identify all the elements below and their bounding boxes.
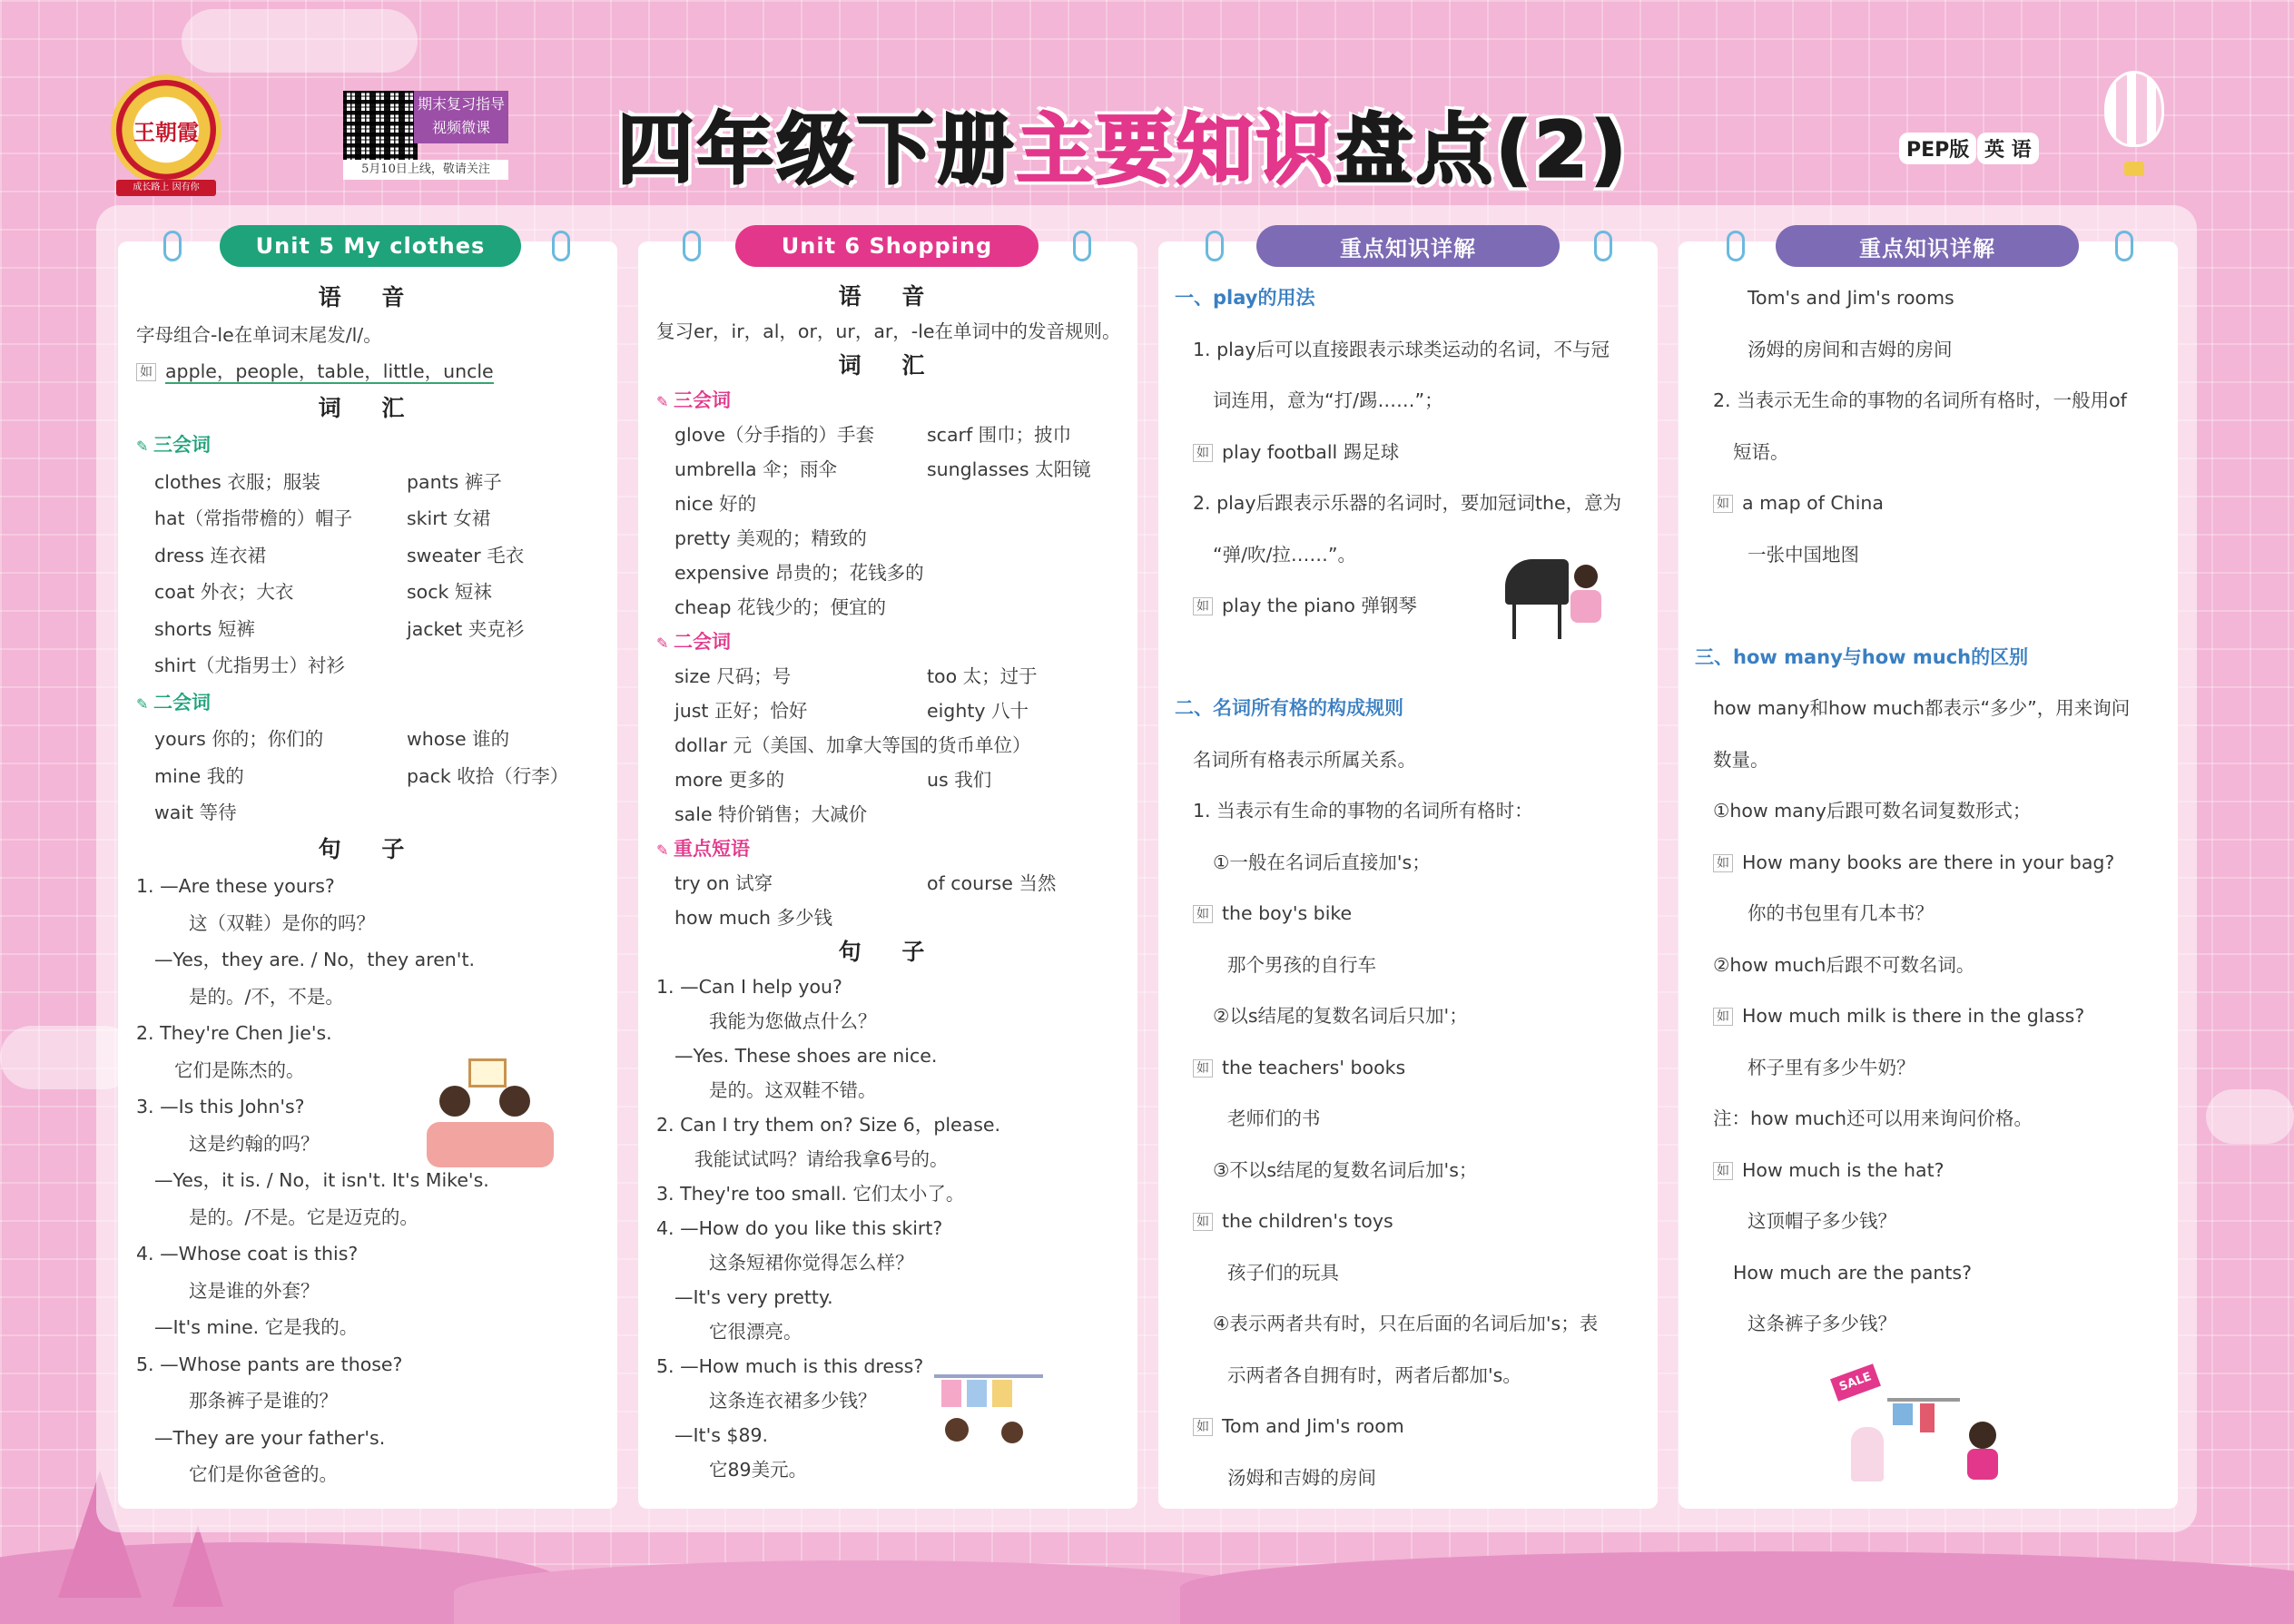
translation-line: 汤姆和吉姆的房间 <box>1227 1466 1376 1489</box>
vocab-row <box>656 452 1123 487</box>
text-line: how many和how much都表示“多少”，用来询问 <box>1713 697 2131 719</box>
text-line: ②以s结尾的复数名词后只加'； <box>1213 1005 1468 1027</box>
text-line: 4. —How do you like this skirt? <box>656 1217 943 1239</box>
text-line: 这是约翰的吗？ <box>189 1132 320 1155</box>
text-line: 3. —Is this John's? <box>136 1096 305 1117</box>
text-line: 数量。 <box>1713 748 1769 771</box>
vocab-row <box>136 611 603 648</box>
vocab-row <box>136 758 603 795</box>
ring-icon <box>552 231 570 261</box>
sale-sign: SALE <box>1830 1363 1881 1402</box>
text-line: 是的。/不，不是。 <box>189 985 344 1008</box>
text-line: 名词所有格表示所属关系。 <box>1193 748 1416 771</box>
text-line: 1. 当表示有生命的事物的名词所有格时： <box>1193 800 1533 822</box>
vocab-row <box>656 866 1123 901</box>
section-heading: 句 子 <box>838 939 941 965</box>
text-line: 我能为您做点什么？ <box>709 1010 877 1032</box>
example-text: the boy's bike <box>1222 902 1353 924</box>
balloon-basket-icon <box>2124 162 2144 176</box>
example-text: Tom and Jim's room <box>1222 1415 1404 1437</box>
section-heading: 词 汇 <box>838 352 941 379</box>
section-heading: 句 子 <box>318 835 421 862</box>
text-line: 它89美元。 <box>709 1459 808 1481</box>
unit6-content <box>656 280 1123 1487</box>
section-heading: 语 音 <box>318 284 421 310</box>
vocab-row <box>136 500 603 537</box>
example-mark-icon: 如 <box>1193 1418 1213 1436</box>
ring-icon <box>1206 231 1224 261</box>
vocab-item: clothes 衣服；服装 <box>154 470 320 493</box>
vocab-item: sweater 毛衣 <box>407 544 525 566</box>
example-text: a map of China <box>1742 492 1884 514</box>
page-title: 四年级下册主要知识盘点(2) <box>617 105 1630 194</box>
ring-icon <box>2115 231 2133 261</box>
text-line: 示两者各自拥有时，两者后都加's。 <box>1227 1363 1521 1386</box>
subject-badge: 英 语 <box>1977 133 2039 164</box>
vocab-item: us 我们 <box>927 769 992 791</box>
vocab-item: more 更多的 <box>674 769 785 791</box>
vocab-item: pants 裤子 <box>407 470 502 493</box>
text-line: ④表示两者共有时，只在后面的名词后加's；表 <box>1213 1313 1599 1334</box>
header-unit6: Unit 6 Shopping <box>735 225 1039 267</box>
cloud-top <box>182 9 418 73</box>
text-line: 这（双鞋）是你的吗？ <box>189 911 375 934</box>
text-line: cheap 花钱少的；便宜的 <box>674 596 886 618</box>
text-line: how much 多少钱 <box>674 907 833 929</box>
example-line <box>1695 837 2163 889</box>
header-detail-1: 重点知识详解 <box>1256 225 1560 267</box>
text-line: 2. 当表示无生命的事物的名词所有格时，一般用of <box>1713 389 2127 411</box>
example-mark-icon: 如 <box>1713 1162 1733 1180</box>
vocab-row <box>136 537 603 575</box>
vocab-item: try on 试穿 <box>674 872 773 894</box>
translation-line: 汤姆的房间和吉姆的房间 <box>1748 338 1953 360</box>
text-line: 4. —Whose coat is this? <box>136 1243 359 1265</box>
text-line: 5. —Whose pants are those? <box>136 1353 403 1375</box>
category-label: ✎ 重点短语 <box>656 832 1123 866</box>
vocab-item: hat（常指带檐的）帽子 <box>154 507 353 529</box>
example-mark-icon: 如 <box>1193 597 1213 615</box>
example-line <box>1175 427 1643 478</box>
translation-line: 你的书包里有几本书？ <box>1748 902 1934 924</box>
translation-line: 杯子里有多少牛奶？ <box>1748 1056 1915 1078</box>
vocab-item: dress 连衣裙 <box>154 544 266 566</box>
vocab-item: just 正好；恰好 <box>674 700 808 722</box>
category-label: ✎ 二会词 <box>656 625 1123 659</box>
text-line: wait 等待 <box>154 802 237 823</box>
text-line: —Yes，it is. / No，it isn't. It's Mike's. <box>154 1169 489 1191</box>
sale-shop-illustration <box>1833 1371 2014 1489</box>
vocab-item: sunglasses 太阳镜 <box>927 458 1091 480</box>
vocab-item: jacket 夹克衫 <box>407 617 525 640</box>
ring-icon <box>683 231 701 261</box>
example-line <box>1175 1401 1643 1452</box>
example-line <box>1175 888 1643 940</box>
panel-unit6 <box>638 241 1137 1509</box>
brand-slogan: 成长路上 因有你 <box>116 180 216 196</box>
text-line: ①how many后跟可数名词复数形式； <box>1713 800 2032 822</box>
vocab-row <box>656 694 1123 728</box>
vocab-item: coat 外衣；大衣 <box>154 581 294 603</box>
text-line: ②how much后跟不可数名词。 <box>1713 953 1975 976</box>
vocab-item: of course 当然 <box>927 872 1057 894</box>
text-line: How much are the pants? <box>1733 1261 1972 1284</box>
text-line: —It's very pretty. <box>674 1286 833 1308</box>
text-line: ③不以s结尾的复数名词后加's； <box>1213 1158 1478 1181</box>
category-label: ✎ 三会词 <box>136 427 603 464</box>
ring-icon <box>1594 231 1612 261</box>
example-text: the teachers' books <box>1222 1056 1406 1078</box>
text-line: nice 好的 <box>674 493 757 515</box>
text-line: 2. They're Chen Jie's. <box>136 1022 332 1044</box>
header-unit5: Unit 5 My clothes <box>220 225 521 267</box>
edition-badge: PEP版 <box>1899 133 1976 164</box>
vocab-row <box>656 763 1123 797</box>
text-line: 这是谁的外套？ <box>189 1279 320 1302</box>
brand-logo: 王朝霞 <box>111 74 222 185</box>
vocab-item: shorts 短裤 <box>154 617 255 640</box>
vocab-item: eighty 八十 <box>927 700 1029 722</box>
text-line: Tom's and Jim's rooms <box>1748 287 1954 309</box>
qr-code-icon[interactable] <box>343 91 418 165</box>
example-line <box>1695 990 2163 1042</box>
text-line: —Yes，they are. / No，they aren't. <box>154 949 475 970</box>
vocab-item: too 太；过于 <box>927 665 1038 687</box>
topic-heading: 三、how many与how much的区别 <box>1695 645 2029 668</box>
tree-icon <box>172 1525 223 1607</box>
text-line: shirt（尤指男士）衬衫 <box>154 655 345 676</box>
qr-caption: 期末复习指导视频微课 <box>414 91 508 143</box>
text-line: 3. They're too small. 它们太小了。 <box>656 1183 965 1205</box>
shop-illustration <box>934 1367 1052 1467</box>
text-line: 1. play后可以直接跟表示球类运动的名词，不与冠 <box>1193 338 1610 360</box>
qr-note: 5月10日上线，敬请关注 <box>343 160 508 180</box>
category-label: ✎ 三会词 <box>656 383 1123 418</box>
ring-icon <box>1727 231 1745 261</box>
topic-heading: 一、play的用法 <box>1175 287 1315 309</box>
example-line <box>1175 1042 1643 1094</box>
example-line <box>1175 1196 1643 1247</box>
text-line: 注：how much还可以用来询问价格。 <box>1713 1107 2033 1129</box>
topic-heading: 二、名词所有格的构成规则 <box>1175 697 1403 719</box>
section-heading: 词 汇 <box>318 394 421 421</box>
example-line <box>1695 477 2163 529</box>
kids-sofa-illustration <box>418 1058 554 1167</box>
piano-illustration <box>1505 550 1614 650</box>
hill-3 <box>1180 1551 2294 1624</box>
text-line: 1. —Can I help you? <box>656 976 842 998</box>
translation-line: 孩子们的玩具 <box>1227 1261 1339 1284</box>
text-line: —It's mine. 它是我的。 <box>154 1316 359 1338</box>
vocab-item: umbrella 伞；雨伞 <box>674 458 838 480</box>
text-line: pretty 美观的；精致的 <box>674 527 867 549</box>
detail-1-content <box>1175 272 1643 1503</box>
text-line: 它们是陈杰的。 <box>174 1058 305 1081</box>
panel-detail-2 <box>1679 241 2178 1509</box>
example-mark-icon: 如 <box>136 363 156 381</box>
hill-2 <box>454 1560 1271 1624</box>
text-line: 2. Can I try them on? Size 6，please. <box>656 1114 1001 1136</box>
vocab-item: mine 我的 <box>154 764 244 787</box>
text-line: sale 特价销售；大减价 <box>674 803 868 825</box>
text-line: 这条连衣裙多少钱？ <box>709 1390 877 1412</box>
vocab-row <box>656 418 1123 452</box>
translation-line: 这顶帽子多少钱？ <box>1748 1210 1896 1232</box>
translation-line: 那个男孩的自行车 <box>1227 953 1376 976</box>
example-mark-icon: 如 <box>1193 444 1213 462</box>
text-line: 短语。 <box>1733 440 1789 463</box>
vocab-item: pack 收拾（行李） <box>407 764 569 787</box>
translation-line: 老师们的书 <box>1227 1107 1321 1129</box>
ring-icon <box>163 231 182 261</box>
text-line: 它很漂亮。 <box>709 1321 802 1343</box>
vocab-row <box>136 721 603 758</box>
example-text: the children's toys <box>1222 1210 1393 1232</box>
text-line: —It's $89. <box>674 1424 769 1446</box>
section-heading: 语 音 <box>838 283 941 310</box>
vocab-item: skirt 女裙 <box>407 507 491 529</box>
vocab-row <box>136 574 603 611</box>
text-line: ①一般在名词后直接加's； <box>1213 851 1431 873</box>
text-line: 我能试试吗？请给我拿6号的。 <box>694 1148 949 1170</box>
header-detail-2: 重点知识详解 <box>1776 225 2079 267</box>
text-line: 是的。/不是。它是迈克的。 <box>189 1206 418 1228</box>
example-line <box>1695 1145 2163 1196</box>
example-mark-icon: 如 <box>1713 495 1733 513</box>
vocab-item: scarf 围巾；披巾 <box>927 424 1072 446</box>
example-mark-icon: 如 <box>1193 905 1213 923</box>
example-text: apple，people，table，little，uncle <box>165 360 494 382</box>
vocab-row <box>136 464 603 501</box>
text-line: “弹/吹/拉……”。 <box>1213 543 1357 566</box>
text-line: 复习er，ir，al，or，ur，ar，-le在单词中的发音规则。 <box>656 320 1121 342</box>
example-mark-icon: 如 <box>1193 1059 1213 1078</box>
example-text: play football 踢足球 <box>1222 440 1400 463</box>
cloud-right <box>2206 1089 2294 1144</box>
example-text: How much milk is there in the glass? <box>1742 1005 2085 1027</box>
balloon-icon <box>2104 71 2164 147</box>
text-line: —Yes. These shoes are nice. <box>674 1045 938 1067</box>
category-label: ✎ 二会词 <box>136 684 603 722</box>
vocab-item: size 尺码；号 <box>674 665 792 687</box>
example-text: How many books are there in your bag? <box>1742 851 2115 873</box>
text-line: 是的。这双鞋不错。 <box>709 1079 877 1101</box>
panel-detail-1 <box>1158 241 1658 1509</box>
text-line <box>1695 580 2163 632</box>
detail-2-content <box>1695 272 2163 1350</box>
text-line: 词连用，意为“打/踢……”； <box>1213 389 1443 411</box>
example-text: play the piano 弹钢琴 <box>1222 595 1417 616</box>
example-line <box>136 353 603 390</box>
example-text: How much is the hat? <box>1742 1158 1944 1181</box>
text-line: 它们是你爸爸的。 <box>189 1463 338 1485</box>
text-line: —They are your father's. <box>154 1426 386 1449</box>
example-mark-icon: 如 <box>1193 1213 1213 1231</box>
vocab-row <box>656 659 1123 694</box>
text-line: 那条裤子是谁的？ <box>189 1390 338 1412</box>
text-line: dollar 元（美国、加拿大等国的货币单位） <box>674 734 1031 756</box>
translation-line: 一张中国地图 <box>1748 543 1859 566</box>
text-line: 5. —How much is this dress? <box>656 1355 924 1377</box>
vocab-item: sock 短袜 <box>407 581 492 603</box>
translation-line: 这条裤子多少钱？ <box>1748 1313 1896 1334</box>
ring-icon <box>1073 231 1091 261</box>
text-line: 字母组合-le在单词末尾发/l/。 <box>136 323 382 346</box>
panel-unit5 <box>118 241 617 1509</box>
vocab-item: yours 你的；你们的 <box>154 728 324 750</box>
vocab-item: glove（分手指的）手套 <box>674 424 874 446</box>
text-line: 这条短裙你觉得怎么样？ <box>709 1252 914 1274</box>
vocab-item: whose 谁的 <box>407 728 510 750</box>
text-line: 2. play后跟表示乐器的名词时，要加冠词the，意为 <box>1193 492 1622 514</box>
text-line: expensive 昂贵的；花钱多的 <box>674 562 924 584</box>
text-line: 1. —Are these yours? <box>136 875 335 897</box>
example-mark-icon: 如 <box>1713 854 1733 872</box>
unit5-content <box>136 280 603 1493</box>
example-mark-icon: 如 <box>1713 1008 1733 1026</box>
